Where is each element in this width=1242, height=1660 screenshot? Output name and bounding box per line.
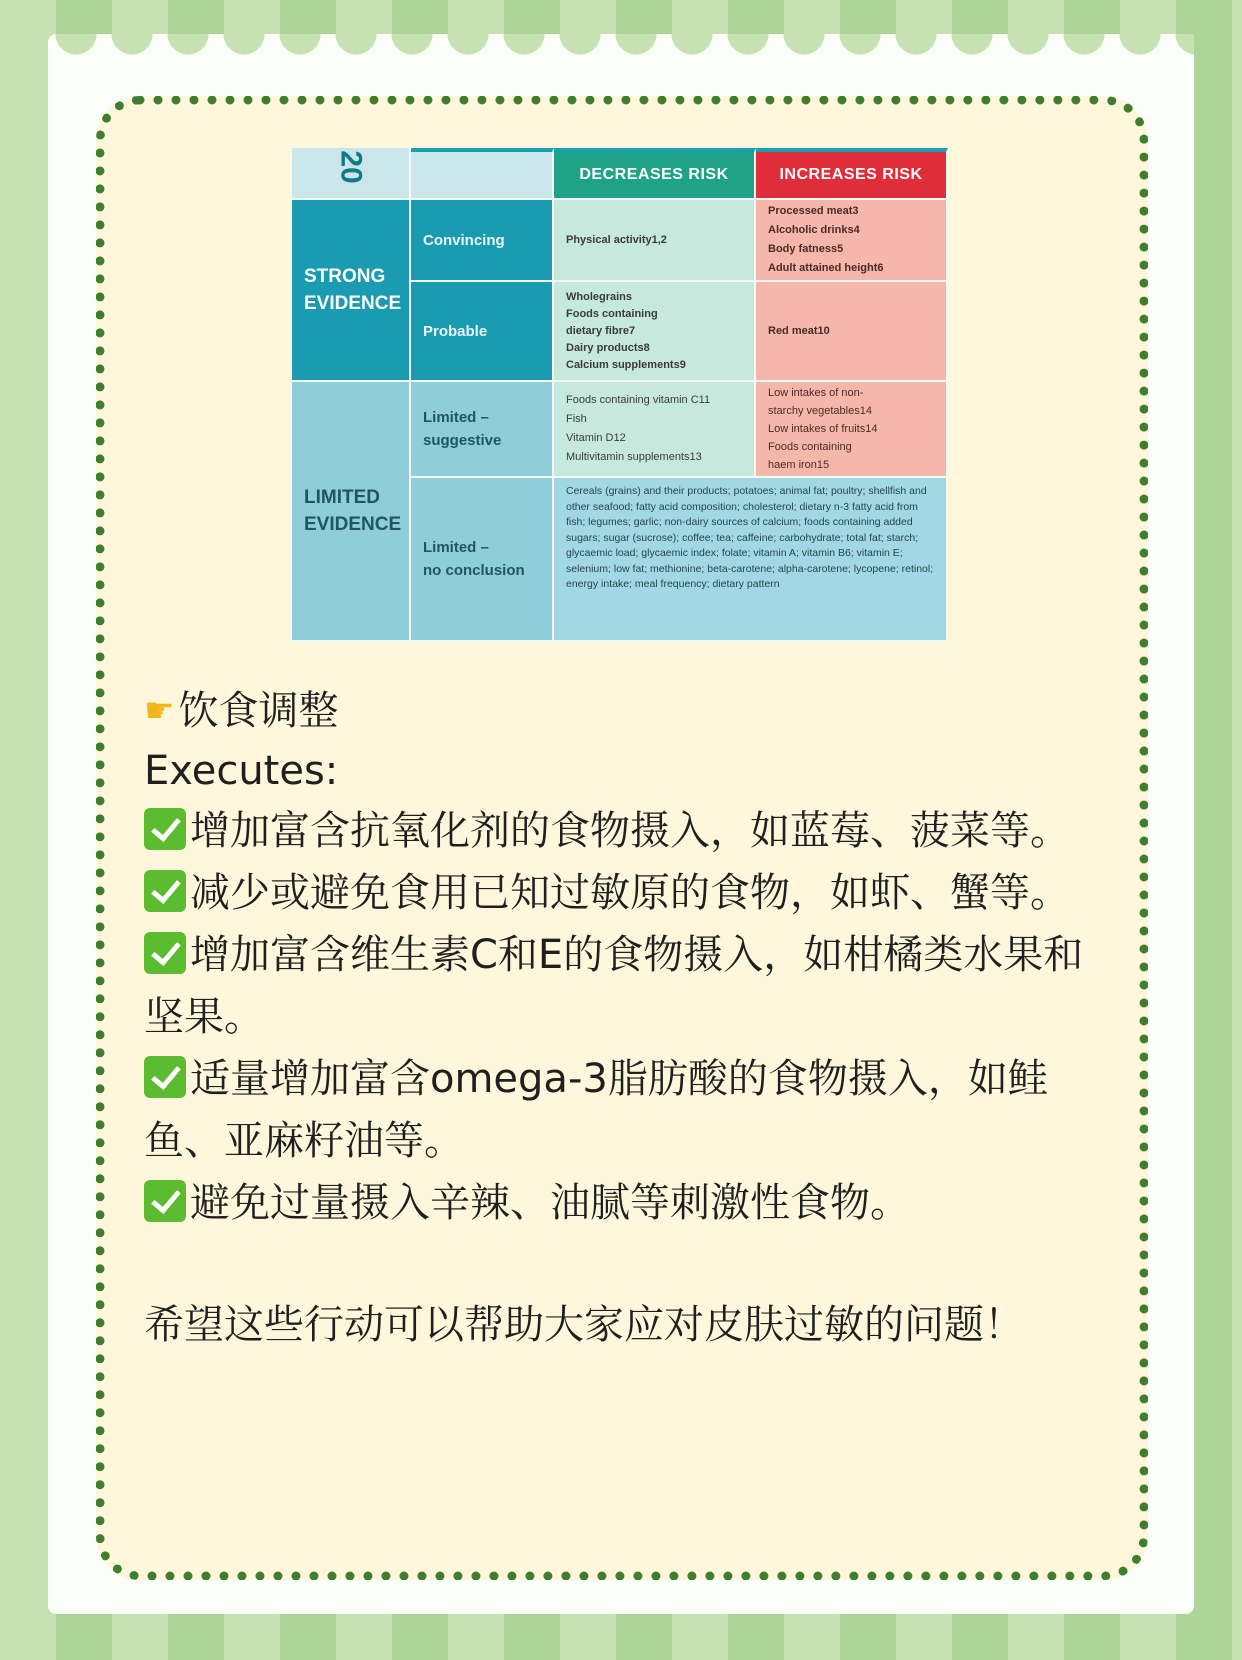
convincing-label: Convincing — [411, 200, 554, 282]
probable-label: Probable — [411, 282, 554, 382]
check-icon — [144, 808, 186, 850]
limited-no-conclusion-label: Limited – no conclusion — [411, 478, 554, 642]
evidence-table — [292, 148, 948, 642]
list-item: 增加富含抗氧化剂的食物摄入，如蓝莓、菠菜等。 — [144, 800, 1084, 862]
suggestive-increases: Low intakes of non- starchy vegetables14 Low intakes of fruits14 Foods containing haem iron15 — [756, 382, 948, 478]
list-item: 适量增加富含omega-3脂肪酸的食物摄入，如鲑鱼、亚麻籽油等。 — [144, 1056, 1048, 1164]
diet-section — [144, 680, 1084, 1356]
header-increases-risk: INCREASES RISK — [756, 148, 948, 200]
section-subheading: Executes: — [144, 748, 339, 794]
check-icon — [144, 1056, 186, 1098]
check-icon — [144, 1180, 186, 1222]
convincing-decreases: Physical activity1,2 — [554, 200, 756, 282]
scalloped-edge — [48, 34, 1194, 64]
pointing-hand-icon: ☛ — [144, 691, 175, 731]
convincing-increases: Processed meat3 Alcoholic drinks4 Body fatness5 Adult attained height6 — [756, 200, 948, 282]
limited-suggestive-label: Limited – suggestive — [411, 382, 554, 478]
table-header-blank — [411, 148, 554, 200]
probable-increases: Red meat10 — [756, 282, 948, 382]
check-icon — [144, 932, 186, 974]
check-icon — [144, 870, 186, 912]
no-conclusion-list: Cereals (grains) and their products; potatoes; animal fat; poultry; shellfish and other seafood; fatty acid composition; cholesterol; dietary n-3 fatty acid from fish; legumes; garlic; non-dairy sources of calcium; foods containing added sugars; sugar (sucrose); coffee; tea; caffeine; carbohydrate; total fat; starch; glycaemic load; glycaemic index; folate; vitamin A; vitamin B6; vitamin E; selenium; low fat; methionine; beta-carotene; alpha-carotene; lycopene; retinol; energy intake; meal frequency; dietary pattern — [554, 478, 948, 642]
closing-text: 希望这些行动可以帮助大家应对皮肤过敏的问题！ — [144, 1302, 1024, 1348]
suggestive-decreases: Foods containing vitamin C11 Fish Vitamin D12 Multivitamin supplements13 — [554, 382, 756, 478]
table-year-corner: 20 — [292, 148, 411, 200]
list-item: 减少或避免食用已知过敏原的食物，如虾、蟹等。 — [144, 862, 1084, 924]
list-item: 避免过量摄入辛辣、油腻等刺激性食物。 — [144, 1172, 1084, 1234]
probable-decreases: Wholegrains Foods containing dietary fibre7 Dairy products8 Calcium supplements9 — [554, 282, 756, 382]
list-item: 增加富含维生素C和E的食物摄入，如柑橘类水果和坚果。 — [144, 932, 1084, 1040]
section-heading: ☛ 饮食调整 — [144, 680, 1084, 742]
strong-evidence-label: STRONG EVIDENCE — [292, 200, 411, 382]
header-decreases-risk: DECREASES RISK — [554, 148, 756, 200]
limited-evidence-label: LIMITED EVIDENCE — [292, 382, 411, 642]
